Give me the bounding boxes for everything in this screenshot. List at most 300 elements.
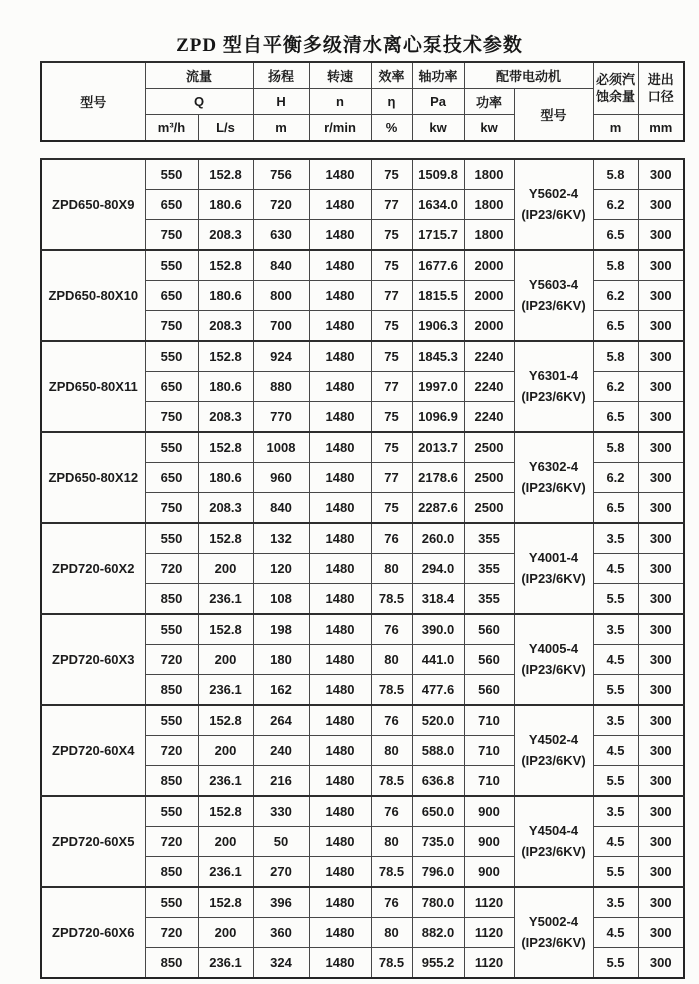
head-m-cell: 120	[253, 554, 309, 584]
header-shaft-power-symbol: Pa	[412, 89, 464, 115]
efficiency-pct-cell: 76	[371, 523, 412, 554]
flow-ls-cell: 236.1	[198, 766, 253, 797]
speed-rmin-cell: 1480	[309, 372, 371, 402]
motor-model-cell	[514, 432, 593, 523]
efficiency-pct-cell: 78.5	[371, 857, 412, 888]
flow-m3h-cell: 720	[145, 645, 198, 675]
efficiency-pct-cell: 80	[371, 918, 412, 948]
shaft-power-kw-cell: 1815.5	[412, 281, 464, 311]
header-motor-model: 型号	[514, 89, 593, 142]
efficiency-pct-cell: 75	[371, 159, 412, 190]
shaft-power-kw-cell: 2178.6	[412, 463, 464, 493]
header-flow-unit-ls: L/s	[198, 115, 253, 142]
efficiency-pct-cell: 80	[371, 827, 412, 857]
flow-m3h-cell: 650	[145, 190, 198, 220]
head-m-cell: 770	[253, 402, 309, 433]
efficiency-pct-cell: 75	[371, 432, 412, 463]
head-m-cell: 132	[253, 523, 309, 554]
motor-power-kw-cell: 560	[464, 614, 514, 645]
head-m-cell: 270	[253, 857, 309, 888]
motor-spec-text: (IP23/6KV)	[521, 297, 586, 313]
npsh-m-cell: 3.5	[593, 523, 638, 554]
table-row	[41, 705, 684, 736]
npsh-m-cell: 4.5	[593, 645, 638, 675]
header-port-line2: 口径	[647, 88, 674, 104]
pump-model-cell: ZPD720-60X6	[41, 887, 145, 978]
port-mm-cell: 300	[638, 766, 684, 797]
pump-model-cell: ZPD650-80X10	[41, 250, 145, 341]
efficiency-pct-cell: 76	[371, 705, 412, 736]
flow-ls-cell: 208.3	[198, 311, 253, 342]
flow-m3h-cell: 720	[145, 554, 198, 584]
efficiency-pct-cell: 77	[371, 463, 412, 493]
head-m-cell: 960	[253, 463, 309, 493]
header-efficiency-unit: %	[371, 115, 412, 142]
header-port-line1: 进出	[647, 72, 674, 88]
motor-power-kw-cell: 1120	[464, 918, 514, 948]
port-mm-cell: 300	[638, 584, 684, 615]
pump-model-cell: ZPD720-60X3	[41, 614, 145, 705]
motor-model-cell	[514, 341, 593, 432]
motor-power-kw-cell: 710	[464, 766, 514, 797]
flow-m3h-cell: 550	[145, 159, 198, 190]
motor-power-kw-cell: 900	[464, 857, 514, 888]
flow-ls-cell: 152.8	[198, 887, 253, 918]
header-shaft-power-unit: kw	[412, 115, 464, 142]
motor-spec-text: (IP23/6KV)	[521, 934, 586, 950]
table-row	[41, 341, 684, 372]
header-table	[40, 61, 685, 142]
flow-ls-cell: 152.8	[198, 614, 253, 645]
flow-ls-cell: 152.8	[198, 250, 253, 281]
flow-ls-cell: 236.1	[198, 948, 253, 979]
flow-ls-cell: 180.6	[198, 190, 253, 220]
head-m-cell: 180	[253, 645, 309, 675]
npsh-m-cell: 5.5	[593, 766, 638, 797]
pump-group	[41, 796, 684, 887]
speed-rmin-cell: 1480	[309, 705, 371, 736]
npsh-m-cell: 3.5	[593, 705, 638, 736]
flow-ls-cell: 236.1	[198, 584, 253, 615]
speed-rmin-cell: 1480	[309, 675, 371, 706]
header-npsh	[593, 62, 638, 115]
efficiency-pct-cell: 75	[371, 493, 412, 524]
speed-rmin-cell: 1480	[309, 766, 371, 797]
npsh-m-cell: 5.8	[593, 159, 638, 190]
header-motor-power-unit: kw	[464, 115, 514, 142]
shaft-power-kw-cell: 650.0	[412, 796, 464, 827]
port-mm-cell: 300	[638, 432, 684, 463]
flow-m3h-cell: 550	[145, 614, 198, 645]
motor-spec-text: (IP23/6KV)	[521, 479, 586, 495]
speed-rmin-cell: 1480	[309, 190, 371, 220]
flow-m3h-cell: 550	[145, 432, 198, 463]
speed-rmin-cell: 1480	[309, 645, 371, 675]
head-m-cell: 756	[253, 159, 309, 190]
header-flow: 流量	[145, 62, 253, 89]
motor-model-text: Y4504-4	[528, 822, 579, 838]
efficiency-pct-cell: 75	[371, 311, 412, 342]
flow-ls-cell: 236.1	[198, 857, 253, 888]
port-mm-cell: 300	[638, 645, 684, 675]
port-mm-cell: 300	[638, 250, 684, 281]
efficiency-pct-cell: 80	[371, 554, 412, 584]
speed-rmin-cell: 1480	[309, 796, 371, 827]
flow-ls-cell: 200	[198, 736, 253, 766]
motor-power-kw-cell: 900	[464, 796, 514, 827]
efficiency-pct-cell: 78.5	[371, 675, 412, 706]
efficiency-pct-cell: 76	[371, 887, 412, 918]
motor-power-kw-cell: 2000	[464, 250, 514, 281]
flow-m3h-cell: 550	[145, 250, 198, 281]
efficiency-pct-cell: 75	[371, 341, 412, 372]
header-speed-unit: r/min	[309, 115, 371, 142]
flow-ls-cell: 152.8	[198, 159, 253, 190]
efficiency-pct-cell: 78.5	[371, 766, 412, 797]
npsh-m-cell: 5.5	[593, 584, 638, 615]
shaft-power-kw-cell: 1997.0	[412, 372, 464, 402]
motor-spec-text: (IP23/6KV)	[521, 388, 586, 404]
flow-m3h-cell: 850	[145, 675, 198, 706]
flow-m3h-cell: 850	[145, 857, 198, 888]
efficiency-pct-cell: 75	[371, 402, 412, 433]
head-m-cell: 1008	[253, 432, 309, 463]
table-row	[41, 432, 684, 463]
shaft-power-kw-cell: 588.0	[412, 736, 464, 766]
flow-m3h-cell: 550	[145, 705, 198, 736]
shaft-power-kw-cell: 260.0	[412, 523, 464, 554]
flow-m3h-cell: 750	[145, 493, 198, 524]
speed-rmin-cell: 1480	[309, 432, 371, 463]
motor-model-text: Y4005-4	[528, 640, 579, 656]
motor-power-kw-cell: 560	[464, 675, 514, 706]
header-shaft-power: 轴功率	[412, 62, 464, 89]
motor-power-kw-cell: 1120	[464, 948, 514, 979]
header-flow-unit-m3h: m³/h	[145, 115, 198, 142]
flow-ls-cell: 200	[198, 554, 253, 584]
shaft-power-kw-cell: 294.0	[412, 554, 464, 584]
flow-ls-cell: 152.8	[198, 432, 253, 463]
npsh-m-cell: 4.5	[593, 554, 638, 584]
motor-power-kw-cell: 900	[464, 827, 514, 857]
shaft-power-kw-cell: 318.4	[412, 584, 464, 615]
motor-model-cell	[514, 614, 593, 705]
speed-rmin-cell: 1480	[309, 918, 371, 948]
motor-spec-text: (IP23/6KV)	[521, 661, 586, 677]
pump-group	[41, 705, 684, 796]
speed-rmin-cell: 1480	[309, 584, 371, 615]
header-motor-power: 功率	[464, 89, 514, 115]
port-mm-cell: 300	[638, 159, 684, 190]
flow-m3h-cell: 650	[145, 281, 198, 311]
pump-group	[41, 887, 684, 978]
npsh-m-cell: 5.8	[593, 250, 638, 281]
efficiency-pct-cell: 75	[371, 220, 412, 251]
flow-m3h-cell: 550	[145, 341, 198, 372]
efficiency-pct-cell: 76	[371, 796, 412, 827]
motor-model-text: Y6301-4	[528, 367, 579, 383]
efficiency-pct-cell: 78.5	[371, 948, 412, 979]
pump-group	[41, 159, 684, 250]
flow-ls-cell: 152.8	[198, 705, 253, 736]
head-m-cell: 216	[253, 766, 309, 797]
shaft-power-kw-cell: 955.2	[412, 948, 464, 979]
motor-power-kw-cell: 2000	[464, 311, 514, 342]
header-head-symbol: H	[253, 89, 309, 115]
motor-spec-text: (IP23/6KV)	[521, 206, 586, 222]
speed-rmin-cell: 1480	[309, 827, 371, 857]
head-m-cell: 396	[253, 887, 309, 918]
motor-power-kw-cell: 355	[464, 554, 514, 584]
port-mm-cell: 300	[638, 281, 684, 311]
shaft-power-kw-cell: 1677.6	[412, 250, 464, 281]
flow-ls-cell: 200	[198, 827, 253, 857]
shaft-power-kw-cell: 520.0	[412, 705, 464, 736]
shaft-power-kw-cell: 1715.7	[412, 220, 464, 251]
motor-spec-text: (IP23/6KV)	[521, 570, 586, 586]
speed-rmin-cell: 1480	[309, 402, 371, 433]
motor-power-kw-cell: 355	[464, 523, 514, 554]
pump-group	[41, 250, 684, 341]
efficiency-pct-cell: 75	[371, 250, 412, 281]
motor-power-kw-cell: 2500	[464, 432, 514, 463]
head-m-cell: 800	[253, 281, 309, 311]
npsh-m-cell: 6.5	[593, 493, 638, 524]
shaft-power-kw-cell: 477.6	[412, 675, 464, 706]
speed-rmin-cell: 1480	[309, 311, 371, 342]
head-m-cell: 50	[253, 827, 309, 857]
header-npsh-line1: 必须汽	[596, 72, 636, 88]
pump-model-cell: ZPD720-60X4	[41, 705, 145, 796]
port-mm-cell: 300	[638, 554, 684, 584]
shaft-power-kw-cell: 1845.3	[412, 341, 464, 372]
head-m-cell: 198	[253, 614, 309, 645]
port-mm-cell: 300	[638, 614, 684, 645]
flow-ls-cell: 152.8	[198, 523, 253, 554]
shaft-power-kw-cell: 636.8	[412, 766, 464, 797]
table-row	[41, 887, 684, 918]
flow-ls-cell: 200	[198, 918, 253, 948]
motor-model-text: Y4502-4	[528, 731, 579, 747]
efficiency-pct-cell: 76	[371, 614, 412, 645]
flow-m3h-cell: 650	[145, 372, 198, 402]
pump-group	[41, 432, 684, 523]
motor-power-kw-cell: 1800	[464, 190, 514, 220]
header-head: 扬程	[253, 62, 309, 89]
speed-rmin-cell: 1480	[309, 220, 371, 251]
motor-power-kw-cell: 560	[464, 645, 514, 675]
port-mm-cell: 300	[638, 402, 684, 433]
flow-ls-cell: 208.3	[198, 493, 253, 524]
data-table	[40, 158, 685, 979]
efficiency-pct-cell: 77	[371, 372, 412, 402]
pump-model-cell: ZPD650-80X11	[41, 341, 145, 432]
header-head-unit: m	[253, 115, 309, 142]
motor-power-kw-cell: 355	[464, 584, 514, 615]
table-row	[41, 250, 684, 281]
shaft-power-kw-cell: 1509.8	[412, 159, 464, 190]
npsh-m-cell: 6.2	[593, 372, 638, 402]
speed-rmin-cell: 1480	[309, 948, 371, 979]
pump-model-cell: ZPD720-60X2	[41, 523, 145, 614]
page-title: ZPD 型自平衡多级清水离心泵技术参数	[176, 35, 523, 56]
port-mm-cell: 300	[638, 493, 684, 524]
npsh-m-cell: 6.2	[593, 281, 638, 311]
flow-m3h-cell: 850	[145, 948, 198, 979]
table-row	[41, 614, 684, 645]
head-m-cell: 162	[253, 675, 309, 706]
pump-group	[41, 341, 684, 432]
head-m-cell: 240	[253, 736, 309, 766]
flow-m3h-cell: 550	[145, 523, 198, 554]
speed-rmin-cell: 1480	[309, 281, 371, 311]
efficiency-pct-cell: 77	[371, 281, 412, 311]
port-mm-cell: 300	[638, 887, 684, 918]
npsh-m-cell: 6.5	[593, 311, 638, 342]
shaft-power-kw-cell: 1906.3	[412, 311, 464, 342]
pump-model-cell: ZPD650-80X9	[41, 159, 145, 250]
npsh-m-cell: 6.2	[593, 190, 638, 220]
flow-m3h-cell: 650	[145, 463, 198, 493]
npsh-m-cell: 5.8	[593, 432, 638, 463]
header-row-1	[41, 62, 684, 89]
pump-model-cell: ZPD720-60X5	[41, 796, 145, 887]
motor-spec-text: (IP23/6KV)	[521, 843, 586, 859]
flow-ls-cell: 208.3	[198, 402, 253, 433]
npsh-m-cell: 3.5	[593, 796, 638, 827]
port-mm-cell: 300	[638, 796, 684, 827]
port-mm-cell: 300	[638, 857, 684, 888]
head-m-cell: 880	[253, 372, 309, 402]
motor-power-kw-cell: 1800	[464, 220, 514, 251]
port-mm-cell: 300	[638, 918, 684, 948]
flow-ls-cell: 152.8	[198, 341, 253, 372]
flow-ls-cell: 200	[198, 645, 253, 675]
shaft-power-kw-cell: 1096.9	[412, 402, 464, 433]
shaft-power-kw-cell: 1634.0	[412, 190, 464, 220]
head-m-cell: 700	[253, 311, 309, 342]
flow-ls-cell: 152.8	[198, 796, 253, 827]
header-flow-symbol: Q	[145, 89, 253, 115]
motor-power-kw-cell: 710	[464, 705, 514, 736]
head-m-cell: 330	[253, 796, 309, 827]
header-speed: 转速	[309, 62, 371, 89]
motor-spec-text: (IP23/6KV)	[521, 752, 586, 768]
shaft-power-kw-cell: 2013.7	[412, 432, 464, 463]
shaft-power-kw-cell: 882.0	[412, 918, 464, 948]
flow-ls-cell: 180.6	[198, 463, 253, 493]
head-m-cell: 840	[253, 493, 309, 524]
pump-group	[41, 523, 684, 614]
npsh-m-cell: 3.5	[593, 887, 638, 918]
motor-model-text: Y5002-4	[528, 913, 579, 929]
pump-group	[41, 614, 684, 705]
shaft-power-kw-cell: 441.0	[412, 645, 464, 675]
port-mm-cell: 300	[638, 190, 684, 220]
motor-power-kw-cell: 1800	[464, 159, 514, 190]
header-port	[638, 62, 684, 115]
flow-ls-cell: 180.6	[198, 281, 253, 311]
table-row	[41, 159, 684, 190]
speed-rmin-cell: 1480	[309, 463, 371, 493]
motor-model-cell	[514, 796, 593, 887]
motor-model-cell	[514, 523, 593, 614]
efficiency-pct-cell: 80	[371, 645, 412, 675]
npsh-m-cell: 6.5	[593, 402, 638, 433]
flow-m3h-cell: 550	[145, 796, 198, 827]
port-mm-cell: 300	[638, 736, 684, 766]
flow-m3h-cell: 720	[145, 918, 198, 948]
flow-m3h-cell: 720	[145, 736, 198, 766]
motor-model-text: Y6302-4	[528, 458, 579, 474]
header-motor-group: 配带电动机	[464, 62, 593, 89]
header-efficiency-symbol: η	[371, 89, 412, 115]
motor-power-kw-cell: 1120	[464, 887, 514, 918]
speed-rmin-cell: 1480	[309, 887, 371, 918]
flow-m3h-cell: 550	[145, 887, 198, 918]
flow-ls-cell: 208.3	[198, 220, 253, 251]
efficiency-pct-cell: 77	[371, 190, 412, 220]
head-m-cell: 264	[253, 705, 309, 736]
npsh-m-cell: 5.5	[593, 948, 638, 979]
speed-rmin-cell: 1480	[309, 341, 371, 372]
shaft-power-kw-cell: 735.0	[412, 827, 464, 857]
port-mm-cell: 300	[638, 463, 684, 493]
head-m-cell: 630	[253, 220, 309, 251]
motor-power-kw-cell: 2000	[464, 281, 514, 311]
motor-model-text: Y5602-4	[528, 185, 579, 201]
flow-ls-cell: 236.1	[198, 675, 253, 706]
npsh-m-cell: 4.5	[593, 827, 638, 857]
motor-power-kw-cell: 2500	[464, 463, 514, 493]
npsh-m-cell: 6.5	[593, 220, 638, 251]
header-npsh-line2: 蚀余量	[596, 88, 636, 104]
npsh-m-cell: 4.5	[593, 918, 638, 948]
port-mm-cell: 300	[638, 220, 684, 251]
speed-rmin-cell: 1480	[309, 857, 371, 888]
motor-model-cell	[514, 250, 593, 341]
motor-model-text: Y4001-4	[528, 549, 579, 565]
flow-m3h-cell: 720	[145, 827, 198, 857]
head-m-cell: 108	[253, 584, 309, 615]
npsh-m-cell: 3.5	[593, 614, 638, 645]
port-mm-cell: 300	[638, 827, 684, 857]
port-mm-cell: 300	[638, 311, 684, 342]
port-mm-cell: 300	[638, 675, 684, 706]
header-speed-symbol: n	[309, 89, 371, 115]
flow-ls-cell: 180.6	[198, 372, 253, 402]
motor-power-kw-cell: 710	[464, 736, 514, 766]
head-m-cell: 360	[253, 918, 309, 948]
flow-m3h-cell: 750	[145, 220, 198, 251]
npsh-m-cell: 6.2	[593, 463, 638, 493]
flow-m3h-cell: 750	[145, 402, 198, 433]
speed-rmin-cell: 1480	[309, 736, 371, 766]
header-pump-model: 型号	[41, 62, 145, 141]
head-m-cell: 924	[253, 341, 309, 372]
motor-power-kw-cell: 2240	[464, 402, 514, 433]
motor-power-kw-cell: 2240	[464, 372, 514, 402]
shaft-power-kw-cell: 390.0	[412, 614, 464, 645]
header-efficiency: 效率	[371, 62, 412, 89]
header-port-unit: mm	[638, 115, 684, 142]
motor-power-kw-cell: 2500	[464, 493, 514, 524]
port-mm-cell: 300	[638, 948, 684, 979]
speed-rmin-cell: 1480	[309, 159, 371, 190]
head-m-cell: 840	[253, 250, 309, 281]
npsh-m-cell: 4.5	[593, 736, 638, 766]
port-mm-cell: 300	[638, 523, 684, 554]
